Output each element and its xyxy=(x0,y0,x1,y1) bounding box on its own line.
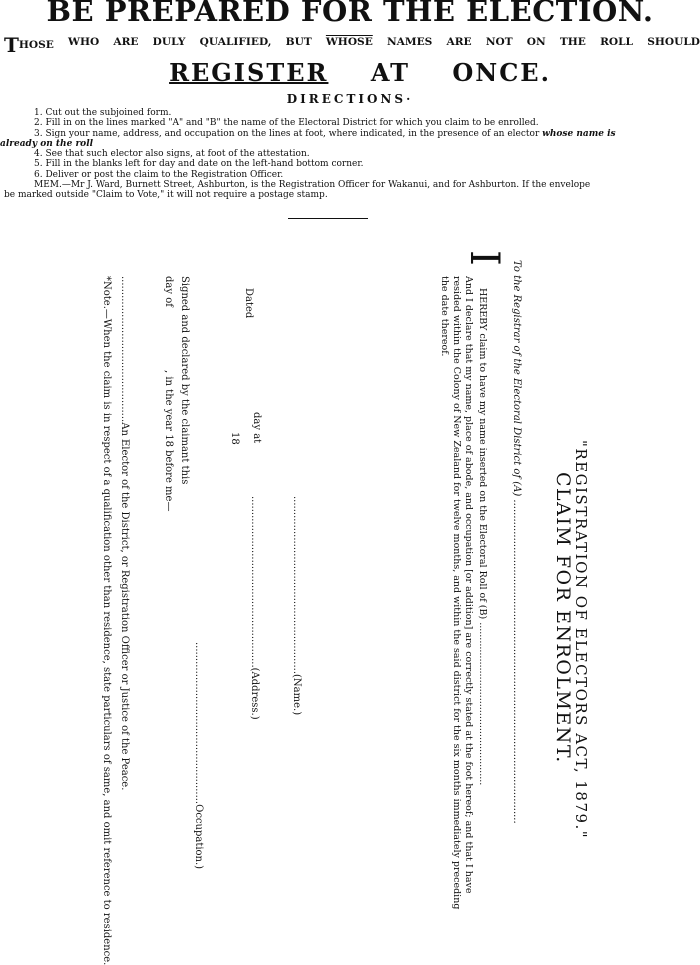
directions-title: DIRECTIONS· xyxy=(286,92,414,106)
form-claim-line: HEREBY claim to have my name inserted on the Electoral Roll of (B) ...................................................... xyxy=(477,288,488,786)
step-3: 3. Sign your name, address, and occupation on the lines at foot, where indicated, in the presence of an elector whose name is xyxy=(34,128,616,139)
form-in-year-label: , in the year 18 before me— xyxy=(163,370,174,512)
register-word-2: AT xyxy=(370,58,410,87)
subhead-word-11: ON xyxy=(526,36,546,48)
form-address-field[interactable]: ......................................................(Address.) xyxy=(249,496,260,720)
headline: BE PREPARED FOR THE ELECTION. xyxy=(46,0,654,28)
form-act-title: "REGISTRATION OF ELECTORS ACT, 1879." xyxy=(572,440,590,840)
subhead-word-12: THE xyxy=(559,36,586,48)
register-word-3: ONCE. xyxy=(452,58,551,87)
form-dated-label: Dated xyxy=(243,288,254,319)
register-heading xyxy=(0,58,700,87)
form-name-field[interactable]: ........................................................(Name.) xyxy=(291,496,302,716)
subhead-word-8: NAMES xyxy=(386,36,433,48)
form-declare-line: And I declare that my name, place of abode, and occupation [or addition] are correctly stated at the foot hereof; and that I have xyxy=(463,276,474,894)
subhead-word-4: DULY xyxy=(152,36,186,48)
divider-rule xyxy=(288,218,368,219)
form-resided-line: resided within the Colony of New Zealand for twelve months, and within the said district for the six months immediately preceding xyxy=(451,276,462,910)
form-date-line: the date thereof. xyxy=(439,276,450,357)
enrolment-form xyxy=(100,240,700,965)
step-5: 5. Fill in the blanks left for day and date on the left-hand bottom corner. xyxy=(34,159,364,170)
form-year-18: 18 xyxy=(229,432,240,445)
subhead-line xyxy=(4,33,700,57)
form-day-of-label: day of xyxy=(163,276,174,307)
subhead-word-5: QUALIFIED, xyxy=(199,36,272,48)
form-footnote: *Note.—When the claim is in respect of a qualification other than residence, state particulars of same, and omit reference to residence. xyxy=(101,276,112,965)
form-to-registrar: To the Registrar of the Electoral District of (A) ...................................................................................................... xyxy=(511,260,522,824)
memo: MEM.—Mr J. Ward, Burnett Street, Ashburton, is the Registration Officer for Wakanui, and for Ashburton. If the envelope xyxy=(34,180,591,191)
form-elector-signature[interactable]: ..............................................An Elector of the District, or Registration Officer or Justice of the Peace. xyxy=(119,276,130,791)
directions-list xyxy=(0,108,700,201)
subhead-word-7: WHOSE xyxy=(325,36,373,48)
register-word-1: REGISTER xyxy=(169,58,329,87)
step-2: 2. Fill in on the lines marked "A" and "B" the name of the Electoral District for which you claim to be enrolled. xyxy=(34,118,539,129)
subhead-word-10: NOT xyxy=(485,36,513,48)
subhead-word-9: ARE xyxy=(446,36,472,48)
subhead-word-1: THOSE xyxy=(4,33,54,57)
memo-cont: be marked outside "Claim to Vote," it will not require a postage stamp. xyxy=(4,190,328,201)
form-drop-cap: I xyxy=(461,250,507,266)
subhead-word-2: WHO xyxy=(68,36,100,48)
form-day-at-label: day at xyxy=(251,412,262,444)
form-occupation-field[interactable]: ...................................................Occupation.) xyxy=(193,642,204,870)
step-1: 1. Cut out the subjoined form. xyxy=(34,108,172,118)
step-6: 6. Deliver or post the claim to the Registration Officer. xyxy=(34,169,284,180)
step-3-cont: already on the roll xyxy=(0,138,94,149)
step-4: 4. See that such elector also signs, at foot of the attestation. xyxy=(34,149,310,160)
form-claim-title: CLAIM FOR ENROLMENT. xyxy=(552,472,574,764)
subhead-word-6: BUT xyxy=(285,36,312,48)
subhead-word-14: SHOULD xyxy=(647,36,700,48)
subhead-word-3: ARE xyxy=(113,36,139,48)
form-signed-label: Signed and declared by the claimant this xyxy=(179,276,190,485)
subhead-word-13: ROLL xyxy=(600,36,633,48)
